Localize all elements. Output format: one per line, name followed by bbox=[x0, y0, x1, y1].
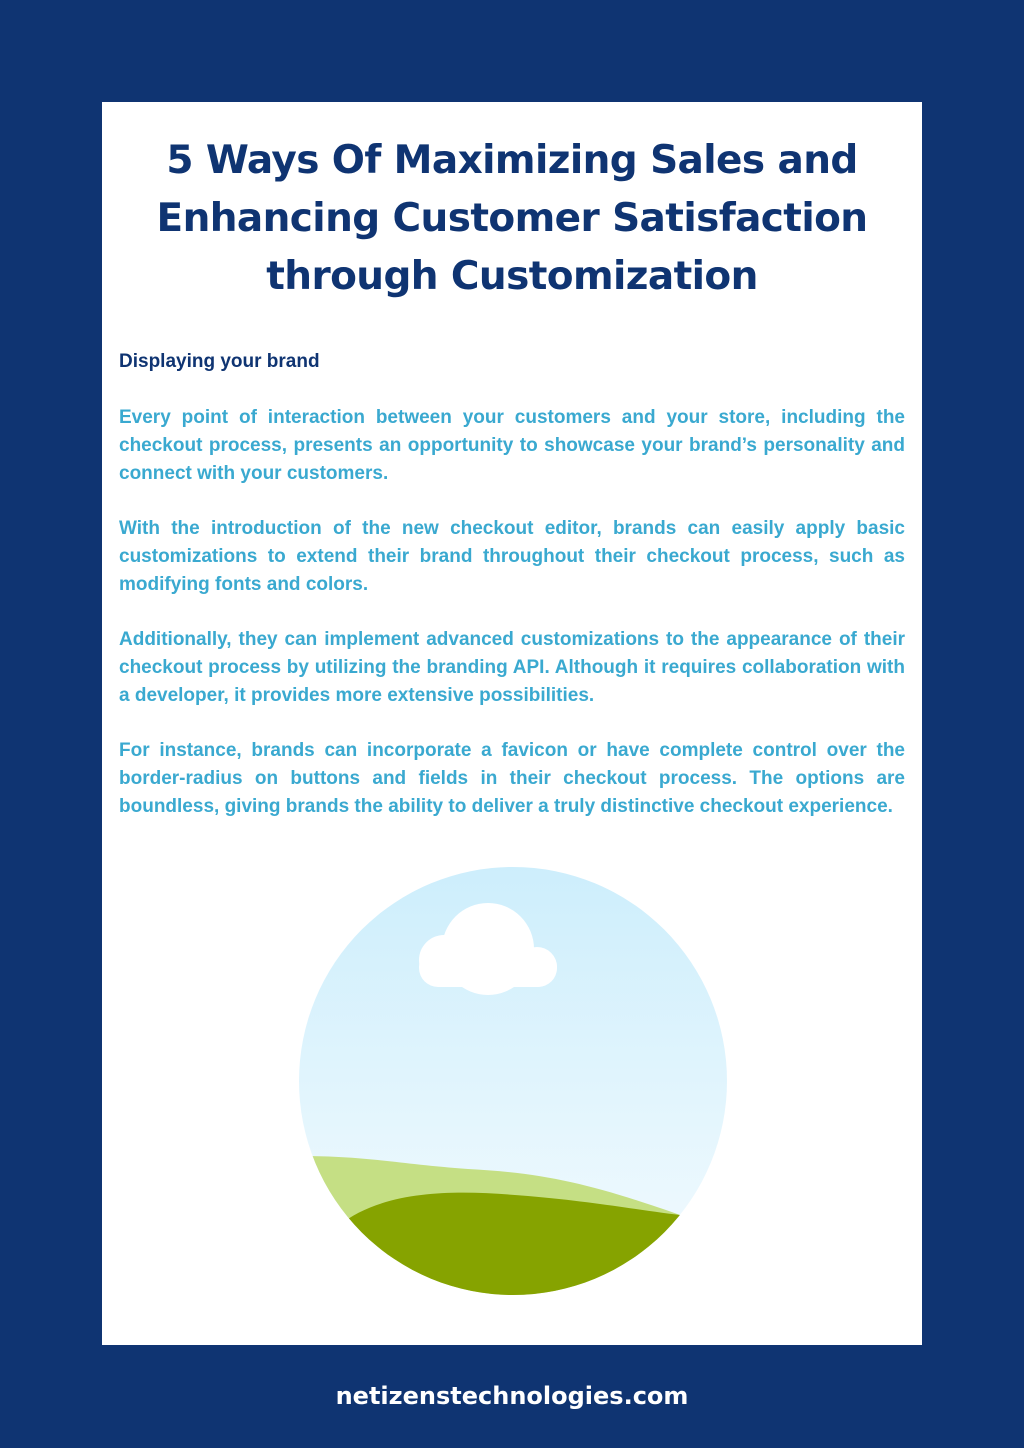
website-footer: netizenstechnologies.com bbox=[335, 1382, 689, 1410]
paragraph-4: For instance, brands can incorporate a favicon or have complete control over the border-radius on buttons and fields in their checkout process. The options are boundless, giving brands the ability to deliver a truly distinctive checkout experience. bbox=[119, 740, 905, 817]
landscape-illustration bbox=[298, 866, 728, 1296]
paragraph-1: Every point of interaction between your customers and your store, including the checkout process, presents an opportunity to showcase your brand’s personality and connect with your customers. bbox=[119, 407, 905, 484]
landscape-cloud-hills-icon bbox=[298, 866, 728, 1296]
section-heading: Displaying your brand bbox=[119, 351, 320, 372]
page-title: 5 Ways Of Maximizing Sales and Enhancing Customer Satisfaction through Customization bbox=[156, 138, 868, 299]
content-card bbox=[102, 102, 922, 1345]
article-body bbox=[119, 348, 905, 848]
paragraph-2: With the introduction of the new checkout editor, brands can easily apply basic customizations to extend their brand throughout their checkout process, such as modifying fonts and colors. bbox=[119, 518, 905, 595]
paragraph-3: Additionally, they can implement advanced customizations to the appearance of their checkout process by utilizing the branding API. Although it requires collaboration with a developer, it provides more extensive possibilities. bbox=[119, 629, 905, 706]
